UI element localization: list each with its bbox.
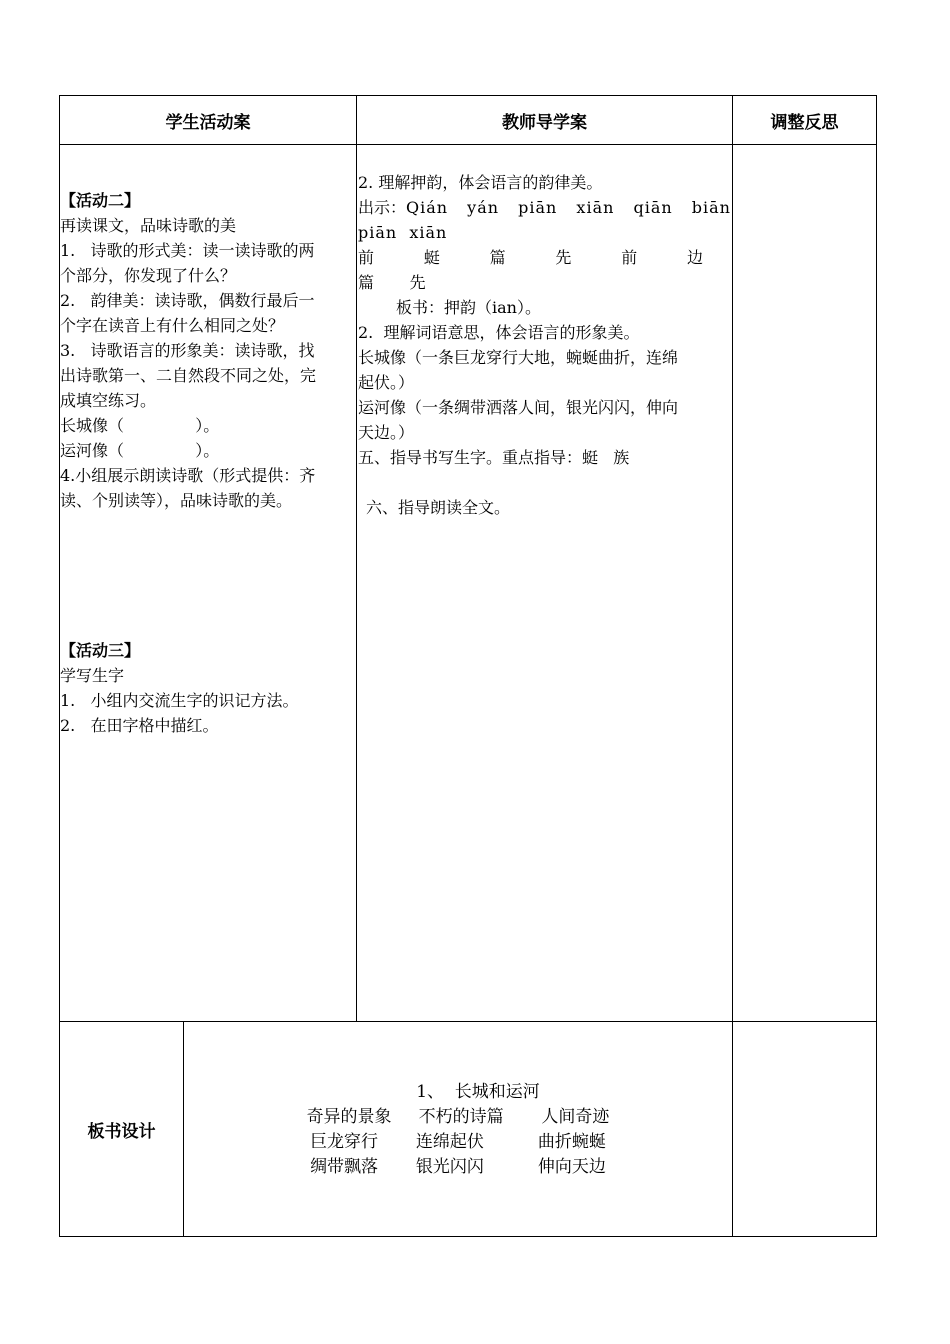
board-title: 1、 长城和运河 [416,1082,540,1102]
reading-guidance: 六、指导朗读全文。 [366,498,511,517]
activity2-title: 【活动二】 [60,191,141,210]
pinyin-word: biān [691,198,731,217]
board-row: 绸带飘落 银光闪闪 伸向天边 [310,1157,606,1177]
board-design-label: 板书设计 [87,1121,156,1142]
teacher-line: 2. 理解押韵，体会语言的韵律美。 [358,173,603,192]
pinyin-word: piān [518,198,558,217]
board-row: 巨龙穿行 连绵起伏 曲折蜿蜒 [310,1132,606,1152]
header-divider [59,144,877,145]
teacher-line: 2. 理解词语意思，体会语言的形象美。 [358,323,640,342]
writing-guidance: 五、指导书写生字。重点指导：蜓 族 [358,448,630,467]
board-design-content [184,1080,732,1180]
canal-answer: 天边。） [358,423,415,442]
activity2-line: 2. 韵律美：读诗歌，偶数行最后一 [60,291,315,310]
header-reflection: 调整反思 [770,112,839,133]
activity2-line: 成填空练习。 [60,391,157,410]
pinyin-word: yán [467,198,500,217]
student-column [60,188,356,738]
header-teacher: 教师导学案 [502,112,587,133]
student-teacher-divider [356,95,357,1022]
activity2-line: 4.小组展示朗读诗歌（形式提供：齐 [60,466,316,485]
pinyin-word: qiān [633,198,673,217]
great-wall-answer: 长城像（一条巨龙穿行大地，蜿蜒曲折，连绵 [358,348,679,367]
char: 先 [555,248,572,267]
char: 边 [686,248,703,267]
activity3-line: 2. 在田字格中描红。 [60,716,219,735]
chars-row [358,245,731,270]
char: 前 [358,248,375,267]
chars-row-2: 篇 先 [358,273,426,292]
pinyin-word: Qián [406,198,449,217]
canal-answer: 运河像（一条绸带洒落人间，银光闪闪，伸向 [358,398,679,417]
activity2-line: 再读课文，品味诗歌的美 [60,216,237,235]
pinyin-row [358,195,731,220]
char: 前 [621,248,638,267]
activity2-line: 个部分，你发现了什么？ [60,266,237,285]
reflection-divider [732,95,733,1237]
pinyin-row-2: piān xiān [358,223,448,242]
pinyin-label: 出示： [358,198,407,217]
char: 蜓 [423,248,440,267]
board-note: 板书：押韵（ian）。 [396,298,541,317]
table-border-right [876,95,877,1237]
activity2-line: 1. 诗歌的形式美：读一读诗歌的两 [60,241,315,260]
activity3-line: 学写生字 [60,666,125,685]
activity2-line: 出诗歌第一、二自然段不同之处，完 [60,366,317,385]
teacher-column [358,170,731,520]
activity2-line: 读、个别读等），品味诗歌的美。 [60,491,293,510]
great-wall-answer: 起伏。） [358,373,415,392]
activity2-line: 个字在读音上有什么相同之处？ [60,316,285,335]
activity2-line: 3. 诗歌语言的形象美：读诗歌，找 [60,341,315,360]
great-wall-blank: 长城像（ ）。 [60,416,220,435]
char: 篇 [489,248,506,267]
canal-blank: 运河像（ ）。 [60,441,220,460]
table-border-bottom [59,1236,877,1237]
activity3-title: 【活动三】 [60,641,141,660]
pinyin-word: xiān [576,198,615,217]
header-student: 学生活动案 [165,112,251,133]
board-row: 奇异的景象 不朽的诗篇 人间奇迹 [306,1107,610,1127]
activity3-line: 1. 小组内交流生字的识记方法。 [60,691,299,710]
